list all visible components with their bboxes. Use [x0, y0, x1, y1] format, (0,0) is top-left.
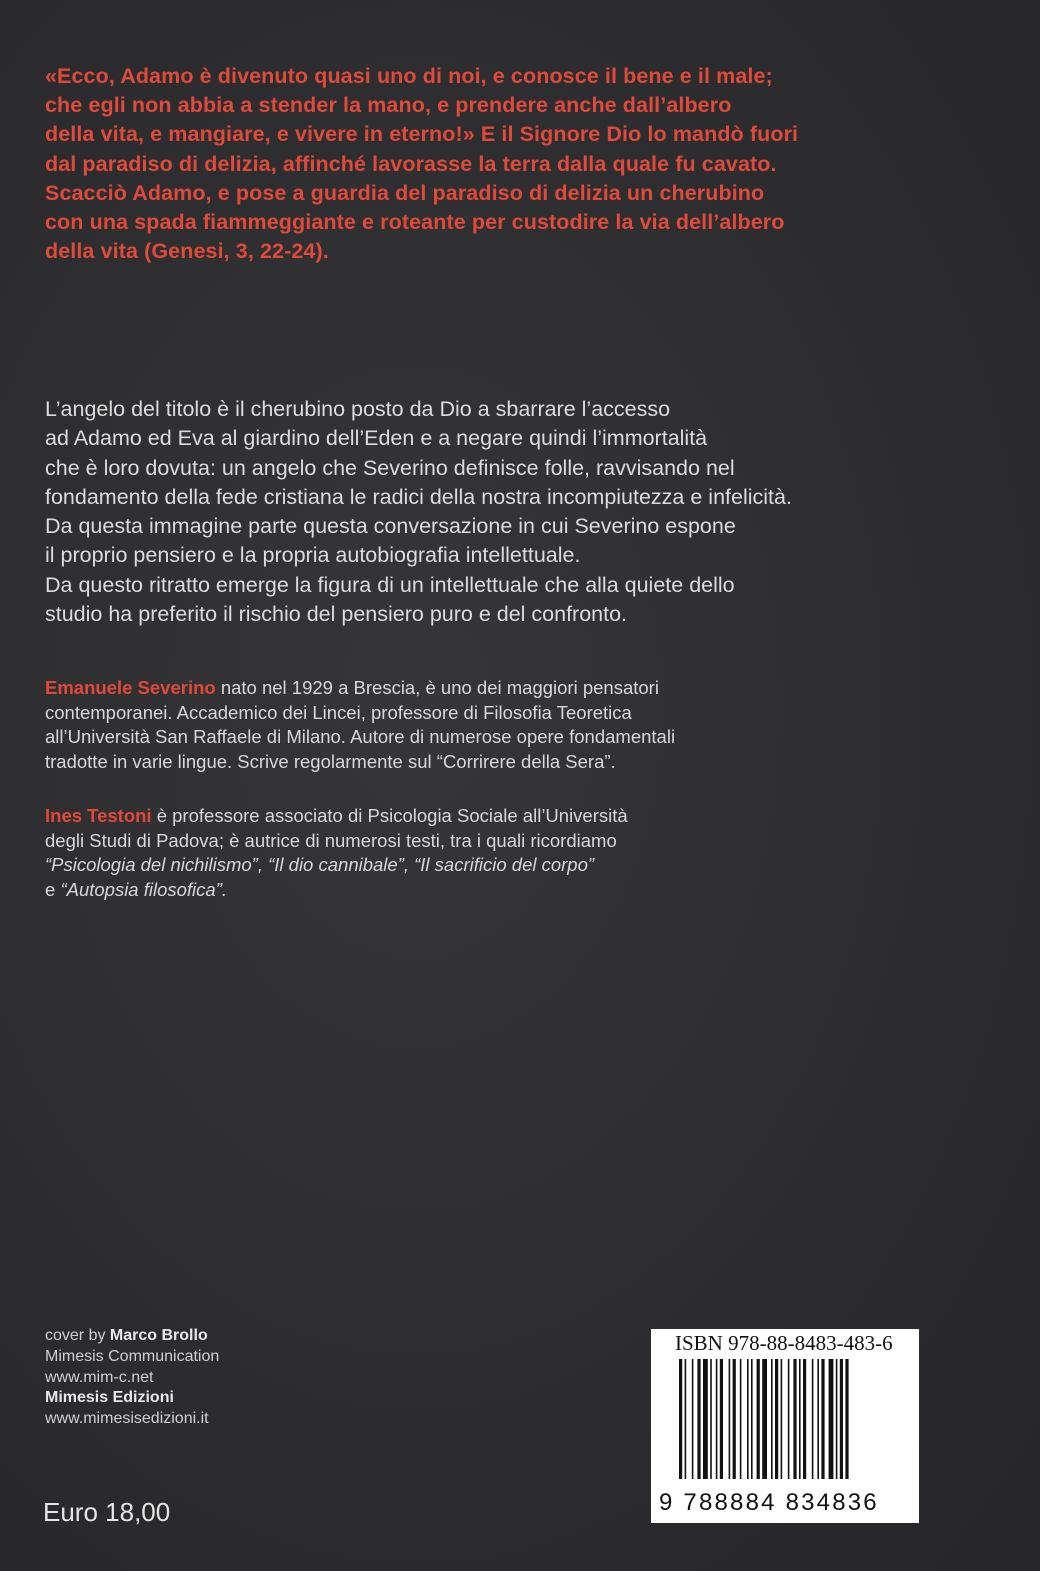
barcode-bar — [817, 1359, 819, 1479]
barcode-bars — [679, 1359, 899, 1479]
cover-designer: Marco Brollo — [109, 1327, 208, 1344]
barcode-bar — [799, 1359, 801, 1479]
bio-line: all’Università San Raffaele di Milano. Autore di numerose opere fondamentali — [45, 726, 676, 748]
barcode-bar — [840, 1359, 843, 1479]
quote-line: «Ecco, Adamo è divenuto quasi uno di noi, e conosce il bene e il male; — [45, 64, 773, 88]
bio-text: è professore associato di Psicologia Sociale all’Università — [151, 805, 628, 826]
barcode-bar — [716, 1359, 718, 1479]
barcode-bar — [751, 1359, 753, 1479]
quote-line: dal paradiso di delizia, affinché lavorasse la terra dalla quale fu cavato. — [45, 151, 777, 176]
description-line: che è loro dovuta: un angelo che Severino definisce folle, ravvisando nel — [45, 455, 735, 480]
book-titles: “Psicologia del nichilismo”, “Il dio cannibale”, “Il sacrificio del corpo” — [45, 854, 595, 876]
description-line: L’angelo del titolo è il cherubino posto da Dio a sbarrare l’accesso — [45, 397, 671, 421]
bio-line — [45, 878, 945, 903]
price-label: Euro 18,00 — [43, 1497, 171, 1527]
author-bio-severino — [45, 676, 945, 774]
isbn-barcode — [651, 1329, 919, 1523]
quote-line: con una spada fiammeggiante e roteante per custodire la via dell’albero — [45, 210, 785, 235]
barcode-bar — [836, 1359, 838, 1479]
barcode-bar — [685, 1359, 687, 1479]
quote-line: della vita (Genesi, 3, 22-24). — [45, 239, 329, 264]
barcode-bar — [812, 1359, 814, 1479]
barcode-bar — [703, 1359, 708, 1479]
publisher-name-row — [45, 1388, 219, 1409]
barcode-bar — [740, 1359, 742, 1479]
agency-name: Mimesis Communication — [45, 1347, 220, 1365]
description-line: il proprio pensiero e la propria autobiografia intellettuale. — [45, 543, 581, 568]
barcode-bar — [845, 1359, 848, 1479]
isbn-text: ISBN 978-88-8483-483-6 — [675, 1331, 893, 1355]
barcode-bar — [757, 1359, 760, 1479]
author-bio-testoni — [45, 804, 945, 902]
barcode-bar — [793, 1359, 796, 1479]
description-line: ad Adamo ed Eva al giardino dell’Eden e a negare quindi l’immortalità — [45, 426, 708, 451]
agency-url: www.mim-c.net — [45, 1368, 154, 1386]
book-title: “Autopsia filosofica”. — [60, 878, 228, 900]
bio-line: degli Studi di Padova; è autrice di numerosi testi, tra i quali ricordiamo — [45, 829, 617, 851]
barcode-bar — [775, 1359, 778, 1479]
barcode-bar — [762, 1359, 767, 1479]
cover-credit — [45, 1326, 219, 1347]
publisher-name: Mimesis Edizioni — [45, 1389, 174, 1407]
barcode-bar — [720, 1359, 723, 1479]
barcode-bar — [679, 1359, 682, 1479]
quote-line: Scacciò Adamo, e pose a guardia del paradiso di delizia un cherubino — [45, 180, 765, 205]
quote-line: della vita, e mangiare, e vivere in eterno!» E il Signore Dio lo mandò fuori — [45, 122, 799, 147]
barcode-bar — [710, 1359, 712, 1479]
description-line: Da questa immagine parte questa conversazione in cui Severino espone — [45, 514, 736, 539]
publisher-credits — [45, 1326, 219, 1430]
description-line: studio ha preferito il rischio del pensiero puro e del confronto. — [45, 602, 628, 627]
bio-line: tradotte in varie lingue. Scrive regolarmente sul “Corrirere della Sera”. — [45, 750, 616, 772]
barcode-bar — [733, 1359, 736, 1479]
barcode-bar — [771, 1359, 773, 1479]
barcode-bar — [692, 1359, 694, 1479]
barcode-bar — [781, 1359, 783, 1479]
description-line: fondamento della fede cristiana le radici della nostra incompiutezza e infelicità. — [45, 484, 792, 509]
bio-text: e — [45, 878, 61, 900]
author-name: Ines Testoni — [45, 805, 152, 826]
barcode-digits: 9 788884 834836 — [659, 1489, 879, 1516]
barcode-bar — [829, 1359, 834, 1479]
publisher-url: www.mimesisedizioni.it — [45, 1410, 209, 1428]
bio-line: contemporanei. Accademico dei Lincei, professore di Filosofia Teoretica — [45, 701, 632, 723]
barcode-bar — [821, 1359, 824, 1479]
barcode-bar — [747, 1359, 749, 1479]
barcode-bar — [803, 1359, 806, 1479]
book-description — [45, 395, 965, 629]
barcode-bar — [788, 1359, 790, 1479]
bio-line — [45, 853, 945, 878]
author-name: Emanuele Severino — [45, 677, 216, 698]
barcode-bar — [697, 1359, 700, 1479]
bio-line — [45, 676, 945, 701]
barcode-bar — [729, 1359, 731, 1479]
bio-text: nato nel 1929 a Brescia, è uno dei maggiori pensatori — [215, 677, 659, 698]
description-line: Da questo ritratto emerge la figura di un intellettuale che alla quiete dello — [45, 572, 735, 597]
cover-credit-prefix: cover by — [45, 1327, 110, 1344]
genesis-quote — [45, 62, 925, 266]
quote-line: che egli non abbia a stender la mano, e prendere anche dall’albero — [45, 93, 732, 118]
bio-line — [45, 804, 945, 829]
